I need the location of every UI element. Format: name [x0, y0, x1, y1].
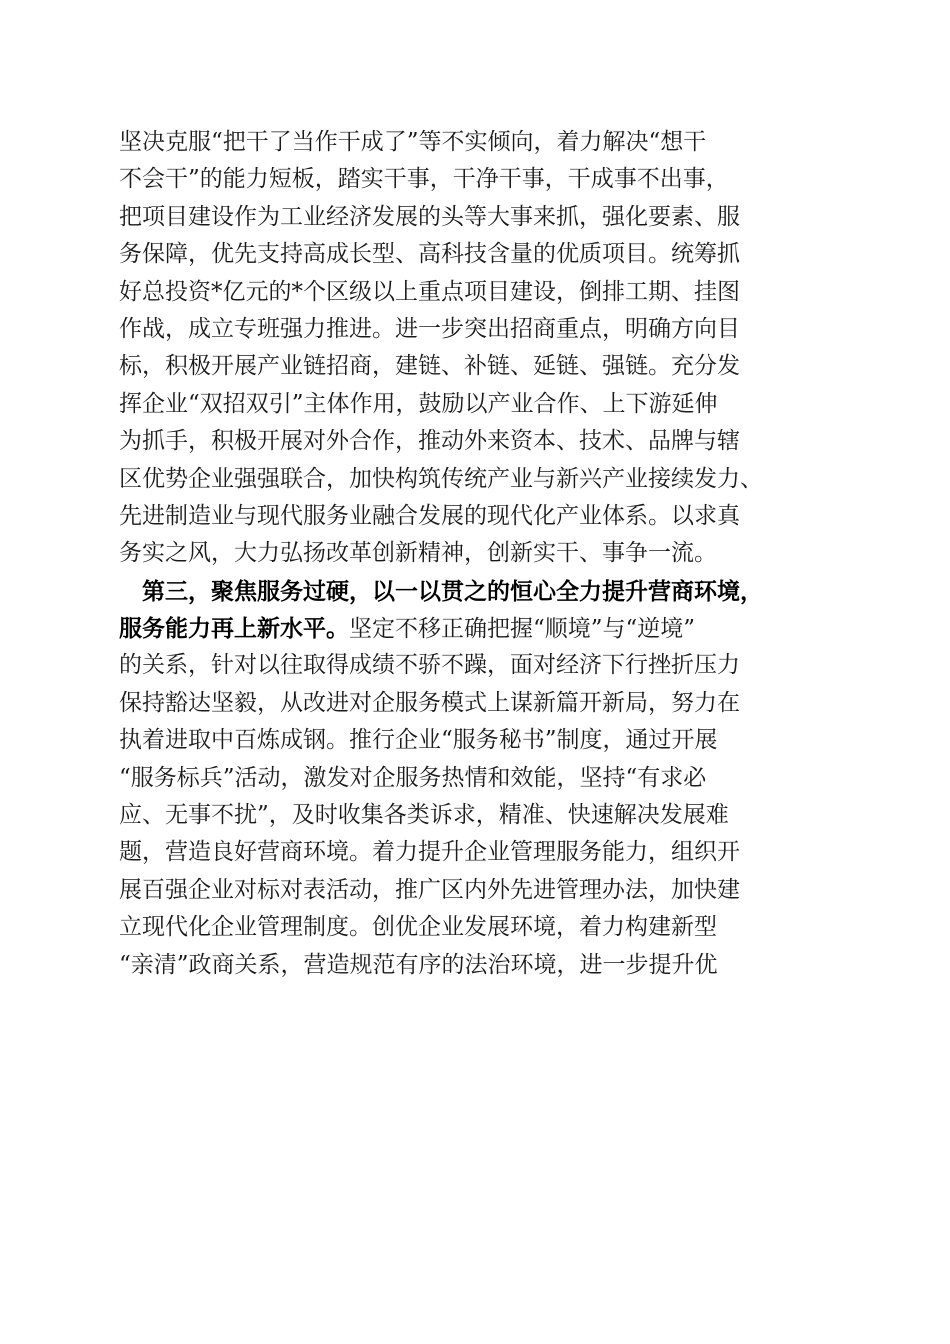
text-line: 先进制造业与现代服务业融合发展的现代化产业体系。以求真: [119, 502, 740, 529]
text-line: 执着进取中百炼成钢。推行企业“服务秘书”制度，通过开展: [119, 727, 718, 754]
text-line: 挥企业“双招双引”主体作用，鼓励以产业合作、上下游延伸: [119, 390, 718, 417]
text-line: 保持豁达坚毅，从改进对企服务模式上谋新篇开新局，努力在: [119, 689, 740, 716]
text-span: 坚定不移正确把握“顺境”与“逆境”: [349, 616, 696, 643]
text-line: 区优势企业强强联合，加快构筑传统产业与新兴产业接续发力、: [119, 465, 763, 492]
text-line: 标，积极开展产业链招商，建链、补链、延链、强链。充分发: [119, 353, 740, 380]
text-line: 不会干”的能力短板，踏实干事，干净干事，干成事不出事，: [119, 166, 729, 193]
text-line: 务保障，优先支持高成长型、高科技含量的优质项目。统筹抓: [119, 241, 740, 268]
text-line: 坚决克服“把干了当作干成了”等不实倾向，着力解决“想干: [119, 129, 707, 155]
text-line: “亲清”政商关系，营造规范有序的法治环境，进一步提升优: [119, 951, 718, 978]
text-line: 立现代化企业管理制度。创优企业发展环境，着力构建新型: [119, 914, 717, 941]
text-line: 题，营造良好营商环境。着力提升企业管理服务能力，组织开: [119, 839, 740, 866]
text-line: 为抓手，积极开展对外合作，推动外来资本、技术、品牌与辖: [119, 428, 740, 455]
paragraph-project-construction: [119, 124, 839, 573]
text-line: 务实之风，大力弘扬改革创新精神，创新实干、事争一流。: [119, 540, 717, 567]
document-body: [119, 124, 839, 984]
text-line: 的关系，针对以往取得成绩不骄不躁，面对经济下行挫折压力: [119, 652, 740, 679]
text-line: 把项目建设作为工业经济发展的头等大事来抓，强化要素、服: [119, 203, 740, 230]
text-line: [119, 610, 839, 647]
text-line: 好总投资*亿元的*个区级以上重点项目建设，倒排工期、挂图: [119, 278, 740, 305]
paragraph-business-environment: [119, 573, 839, 984]
text-line: 应、无事不扰”，及时收集各类诉求，精准、快速解决发展难: [119, 802, 729, 829]
text-line: 作战，成立专班强力推进。进一步突出招商重点，明确方向目: [119, 315, 740, 342]
section-heading-third-end: 服务能力再上新水平。: [119, 615, 349, 643]
text-line: 展百强企业对标对表活动，推广区内外先进管理办法，加快建: [119, 876, 740, 903]
text-line: “服务标兵”活动，激发对企服务热情和效能，坚持“有求必: [119, 764, 707, 791]
section-heading-third: 第三，聚焦服务过硬，以一以贯之的恒心全力提升营商环境，: [119, 577, 763, 605]
